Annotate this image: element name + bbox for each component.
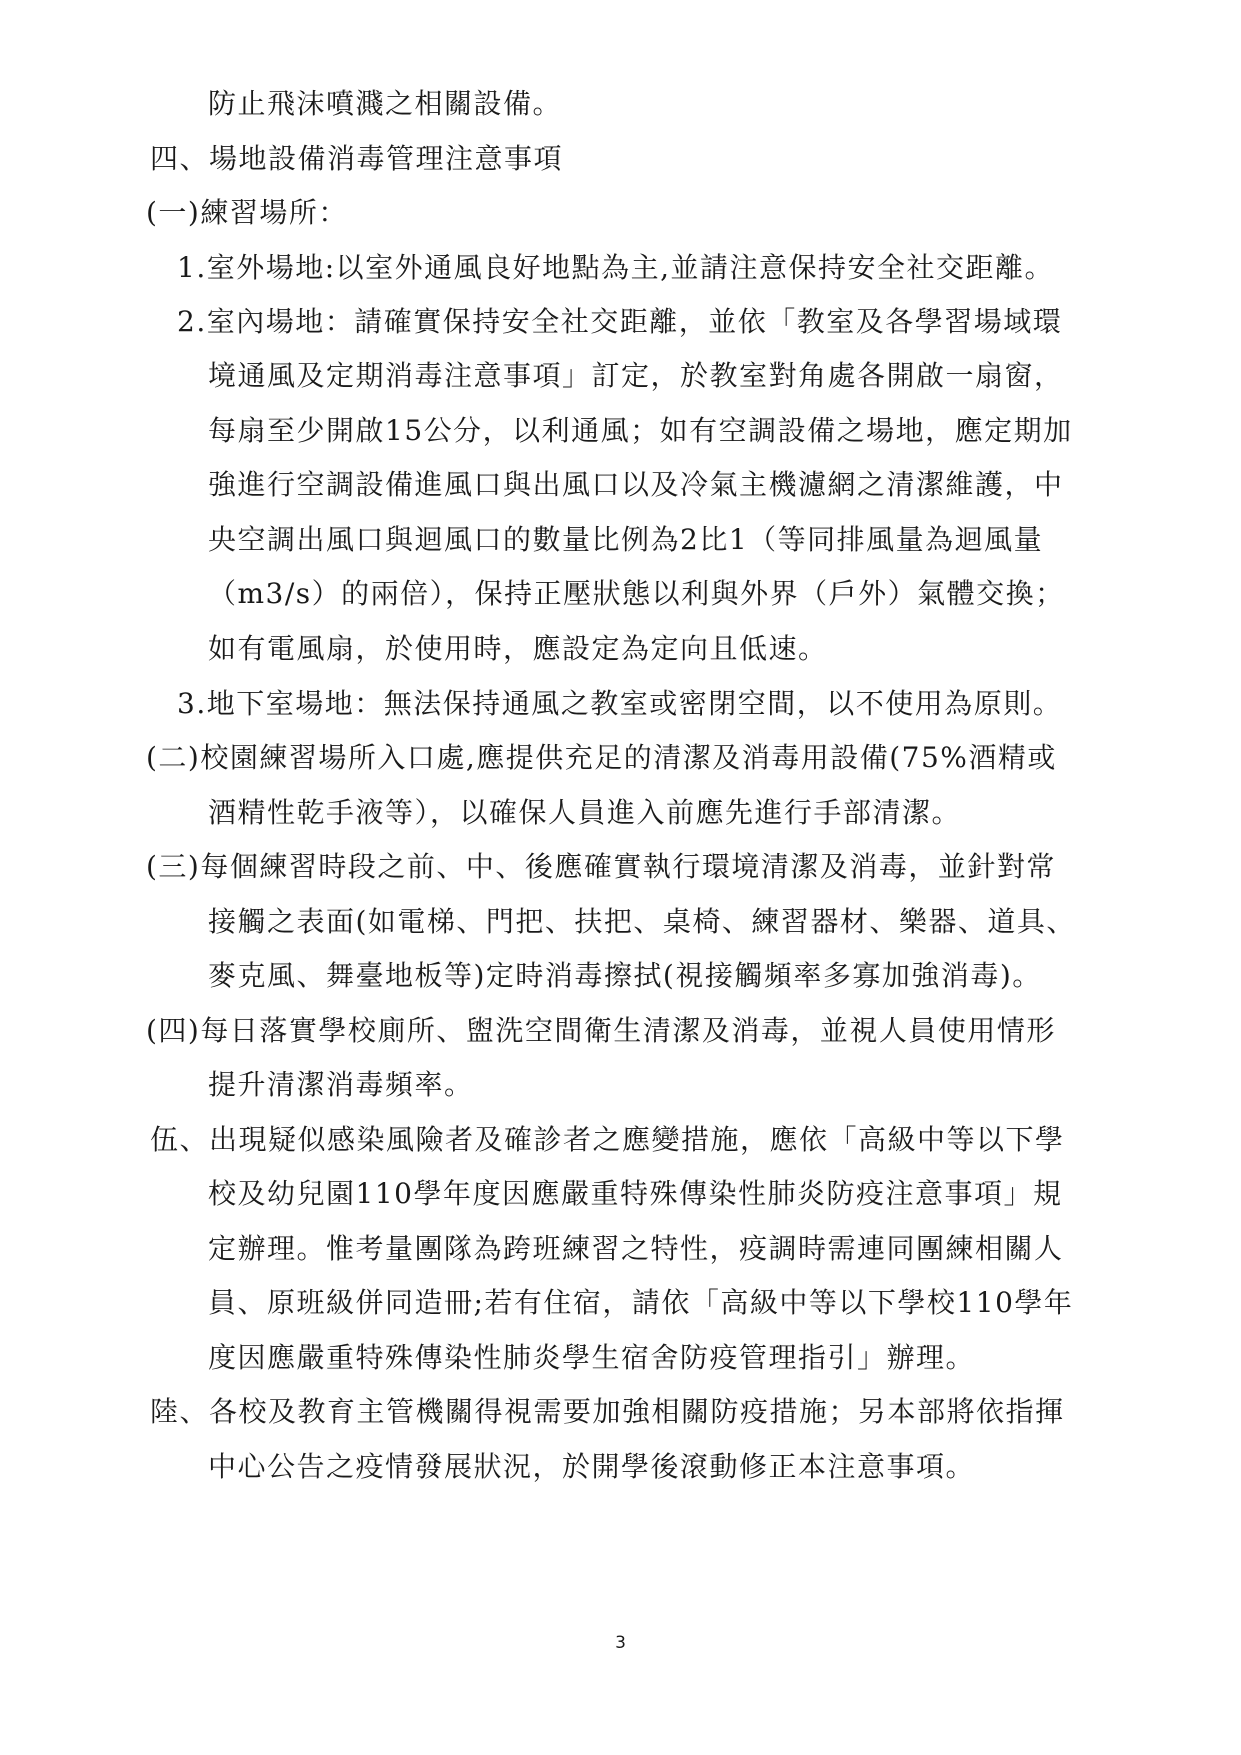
text-line: （m3/s）的兩倍），保持正壓狀態以利與外界（戶外）氣體交換； — [208, 577, 1065, 610]
section-heading: 陸、各校及教育主管機關得視需要加強相關防疫措施；另本部將依指揮 — [150, 1395, 1065, 1428]
list-item: 2.室內場地：請確實保持安全社交距離，並依「教室及各學習場域環 — [177, 305, 1063, 338]
text-line: 央空調出風口與迴風口的數量比例為2比1（等同排風量為迴風量 — [208, 523, 1044, 556]
text-line: 校及幼兒園110學年度因應嚴重特殊傳染性肺炎防疫注意事項」規 — [208, 1177, 1063, 1210]
page-number: 3 — [615, 1633, 626, 1653]
text-line: 提升清潔消毒頻率。 — [208, 1068, 474, 1101]
section-heading: 伍、出現疑似感染風險者及確診者之應變措施，應依「高級中等以下學 — [150, 1123, 1065, 1156]
text-line: 中心公告之疫情發展狀況，於開學後滾動修正本注意事項。 — [208, 1450, 976, 1483]
subsection-heading: (四)每日落實學校廁所、盥洗空間衛生清潔及消毒，並視人員使用情形 — [146, 1014, 1056, 1047]
subsection-heading: (三)每個練習時段之前、中、後應確實執行環境清潔及消毒，並針對常 — [146, 850, 1056, 883]
subsection-heading: (一)練習場所： — [146, 196, 348, 229]
text-line: 接觸之表面(如電梯、門把、扶把、桌椅、練習器材、樂器、道具、 — [208, 905, 1076, 938]
text-line: 度因應嚴重特殊傳染性肺炎學生宿舍防疫管理指引」辦理。 — [208, 1341, 976, 1374]
text-line: 麥克風、舞臺地板等)定時消毒擦拭(視接觸頻率多寡加強消毒)。 — [208, 959, 1042, 992]
text-line: 員、原班級併同造冊;若有住宿，請依「高級中等以下學校110學年 — [208, 1286, 1074, 1319]
text-line: 境通風及定期消毒注意事項」訂定，於教室對角處各開啟一扇窗， — [208, 359, 1064, 392]
list-item: 1.室外場地:以室外通風良好地點為主,並請注意保持安全社交距離。 — [177, 251, 1055, 284]
text-line: 每扇至少開啟15公分，以利通風；如有空調設備之場地，應定期加 — [208, 414, 1073, 447]
section-heading: 四、場地設備消毒管理注意事項 — [150, 142, 564, 175]
text-line: 防止飛沫噴濺之相關設備。 — [208, 87, 563, 120]
text-line: 定辦理。惟考量團隊為跨班練習之特性，疫調時需連同團練相關人 — [208, 1232, 1064, 1265]
text-line: 酒精性乾手液等），以確保人員進入前應先進行手部清潔。 — [208, 796, 962, 829]
list-item: 3.地下室場地：無法保持通風之教室或密閉空間，以不使用為原則。 — [177, 687, 1063, 720]
text-line: 強進行空調設備進風口與出風口以及冷氣主機濾網之清潔維護，中 — [208, 468, 1064, 501]
text-line: 如有電風扇，於使用時，應設定為定向且低速。 — [208, 632, 828, 665]
subsection-heading: (二)校園練習場所入口處,應提供充足的清潔及消毒用設備(75%酒精或 — [146, 741, 1057, 774]
